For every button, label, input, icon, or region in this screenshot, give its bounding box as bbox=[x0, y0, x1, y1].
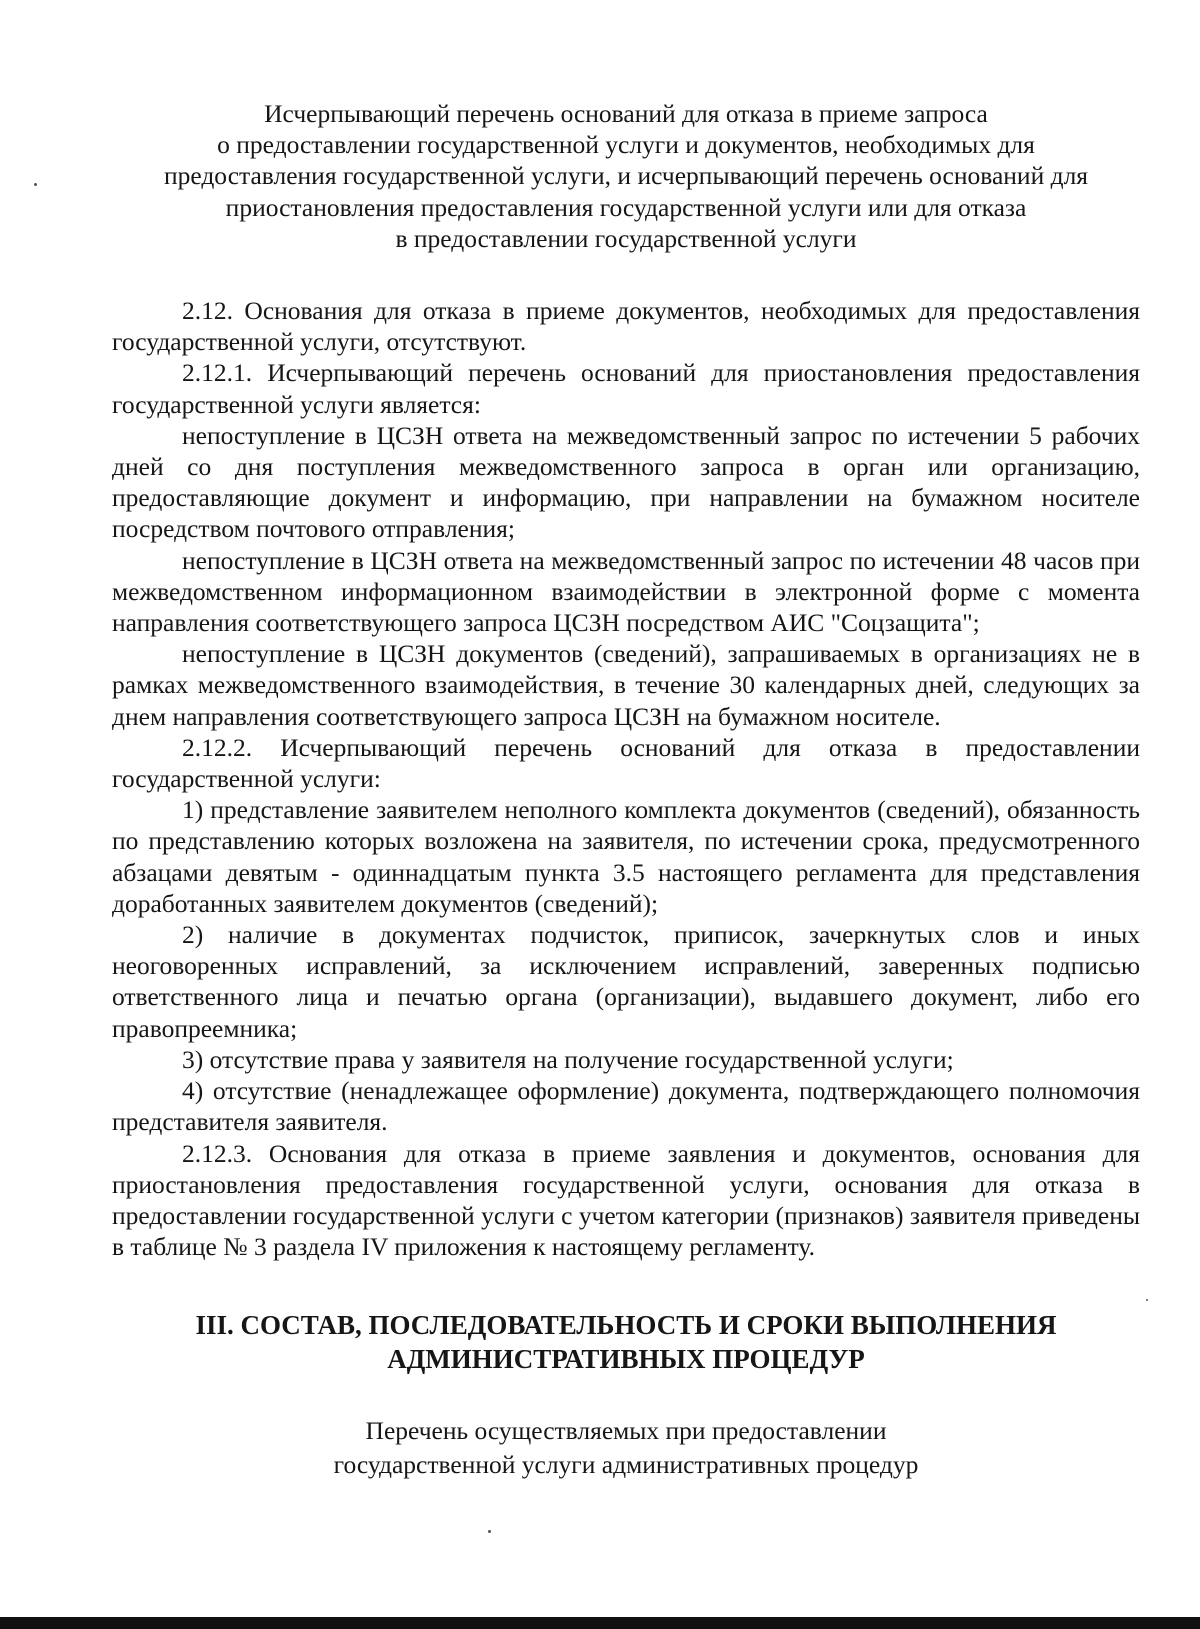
heading-line: о предоставлении государственной услуги и документов, необходимых для bbox=[217, 130, 1035, 160]
procedures-subheading bbox=[112, 1414, 1140, 1482]
subheading-line: Перечень осуществляемых при предоставлении bbox=[365, 1416, 887, 1446]
section-title bbox=[112, 1308, 1140, 1376]
list-item-1: 1) представление заявителем неполного комплекта документов (сведений), обязанность по представлению которых возложена на заявителя, по истечении срока, предусмотренного абзацами девятым - одиннадцатым пункта 3.5 настоящего регламента для представления доработанных заявителем документов (сведений); bbox=[112, 795, 1140, 918]
paragraph-2-12: 2.12. Основания для отказа в приеме документов, необходимых для предоставления государственной услуги, отсутствуют. bbox=[112, 296, 1140, 357]
heading-line: приостановления предоставления государственной услуги или для отказа bbox=[225, 192, 1027, 222]
section-title-line: АДМИНИСТРАТИВНЫХ ПРОЦЕДУР bbox=[387, 1344, 865, 1375]
paragraph-2-12-1: 2.12.1. Исчерпывающий перечень оснований для приостановления предоставления государственной услуги является: bbox=[112, 358, 1140, 419]
heading-line: предоставления государственной услуги, и исчерпывающий перечень оснований для bbox=[163, 161, 1089, 191]
subheading-line: государственной услуги административных процедур bbox=[333, 1450, 919, 1480]
paragraph-ground-48-hours: непоступление в ЦСЗН ответа на межведомственный запрос по истечении 48 часов при межведомственном информационном взаимодействии в электронной форме с момента направления соответствующего запроса ЦСЗН посредством АИС "Соцзащита"; bbox=[112, 545, 1140, 638]
heading-line: Исчерпывающий перечень оснований для отказа в приеме запроса bbox=[264, 99, 988, 128]
section-title-line: III. СОСТАВ, ПОСЛЕДОВАТЕЛЬНОСТЬ И СРОКИ ВЫПОЛНЕНИЯ bbox=[195, 1310, 1057, 1341]
scan-bottom-edge bbox=[0, 1617, 1200, 1629]
paragraph-ground-5-days: непоступление в ЦСЗН ответа на межведомственный запрос по истечении 5 рабочих дней со дня поступления межведомственного запроса в орган или организацию, предоставляющие документ и информацию, при направлении на бумажном носителе посредством почтового отправления; bbox=[112, 420, 1140, 544]
paragraph-2-12-3: 2.12.3. Основания для отказа в приеме заявления и документов, основания для приостановления предоставления государственной услуги, основания для отказа в предоставлении государственной услуги с учетом категории (признаков) заявителя приведены в таблице № 3 раздела IV приложения к настоящему регламенту. bbox=[112, 1138, 1140, 1262]
scan-speck bbox=[488, 1530, 491, 1533]
heading-line: в предоставлении государственной услуги bbox=[395, 223, 857, 253]
list-item-2: 2) наличие в документах подчисток, приписок, зачеркнутых слов и иных неоговоренных исправлений, за исключением исправлений, заверенных подписью ответственного лица и печатью органа (организации), выдавшего документ, либо его правопреемника; bbox=[112, 920, 1140, 1043]
paragraph-2-12-2: 2.12.2. Исчерпывающий перечень оснований для отказа в предоставлении государственной услуги: bbox=[112, 732, 1140, 794]
scan-speck bbox=[34, 183, 37, 186]
list-item-3: 3) отсутствие права у заявителя на получение государственной услуги; bbox=[182, 1044, 954, 1074]
document-heading bbox=[112, 98, 1140, 254]
list-item-4: 4) отсутствие (ненадлежащее оформление) документа, подтверждающего полномочия представителя заявителя. bbox=[112, 1076, 1140, 1137]
document-page bbox=[112, 98, 1140, 1482]
scan-speck bbox=[1146, 1299, 1148, 1301]
paragraph-ground-30-days: непоступление в ЦСЗН документов (сведений), запрашиваемых в организациях не в рамках межведомственного взаимодействия, в течение 30 календарных дней, следующих за днем направления соответствующего запроса ЦСЗН на бумажном носителе. bbox=[112, 639, 1140, 731]
